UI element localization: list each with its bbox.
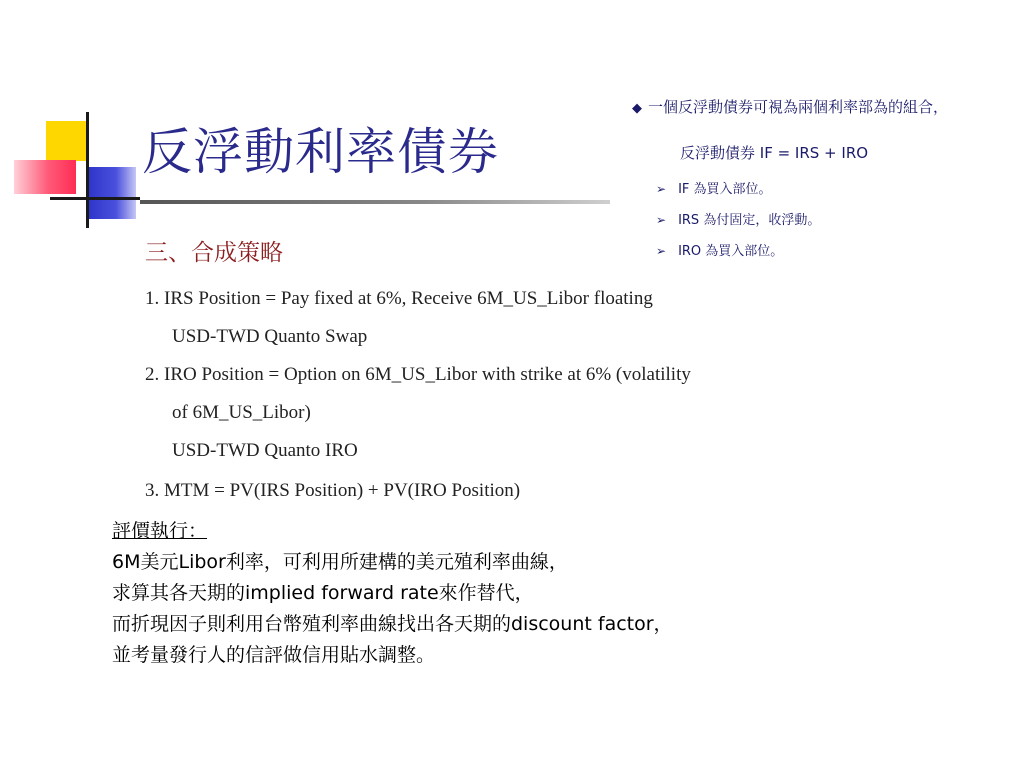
list-item: USD-TWD Quanto Swap xyxy=(172,326,368,347)
valuation-line: 而折現因子則利用台幣殖利率曲線找出各天期的discount factor， xyxy=(112,613,673,635)
inset-bullet xyxy=(656,209,820,228)
logo-red-square xyxy=(14,160,76,194)
logo-yellow-square xyxy=(46,121,86,161)
valuation-heading: 評價執行： xyxy=(112,520,208,542)
inset-bullet-text: IF 為買入部位。 xyxy=(678,182,772,197)
list-item: of 6M_US_Libor) xyxy=(172,402,311,423)
logo-vertical-line xyxy=(86,112,89,228)
logo-horizontal-line xyxy=(50,197,140,200)
section-subheading: 三、合成策略 xyxy=(145,240,283,266)
list-item: 1. IRS Position = Pay fixed at 6%, Receive 6M_US_Libor floating xyxy=(145,288,653,309)
title-underline xyxy=(140,200,610,204)
inset-formula: 反浮動債券 IF = IRS + IRO xyxy=(680,144,869,162)
valuation-line: 6M美元Libor利率，可利用所建構的美元殖利率曲線， xyxy=(112,551,568,573)
list-item: USD-TWD Quanto IRO xyxy=(172,440,358,461)
slide-title: 反浮動利率債券 xyxy=(142,123,499,181)
inset-lead-text: 一個反浮動債券可視為兩個利率部為的組合， xyxy=(648,98,949,116)
valuation-line: 求算其各天期的implied forward rate來作替代， xyxy=(112,582,534,604)
inset-bullet xyxy=(656,178,772,197)
list-item: 3. MTM = PV(IRS Position) + PV(IRO Position) xyxy=(145,480,521,501)
inset-lead xyxy=(632,96,948,117)
logo-blue-square xyxy=(86,167,136,219)
inset-bullet-text: IRO 為買入部位。 xyxy=(678,244,784,259)
inset-bullet-text: IRS 為付固定，收浮動。 xyxy=(678,213,821,228)
arrow-bullet-icon: ➢ xyxy=(656,244,667,258)
valuation-line: 並考量發行人的信評做信用貼水調整。 xyxy=(112,644,436,666)
arrow-bullet-icon: ➢ xyxy=(656,213,667,227)
arrow-bullet-icon: ➢ xyxy=(656,182,667,196)
diamond-bullet-icon: ◆ xyxy=(632,101,642,116)
inset-bullet xyxy=(656,240,783,259)
list-item: 2. IRO Position = Option on 6M_US_Libor with strike at 6% (volatility xyxy=(145,364,691,385)
